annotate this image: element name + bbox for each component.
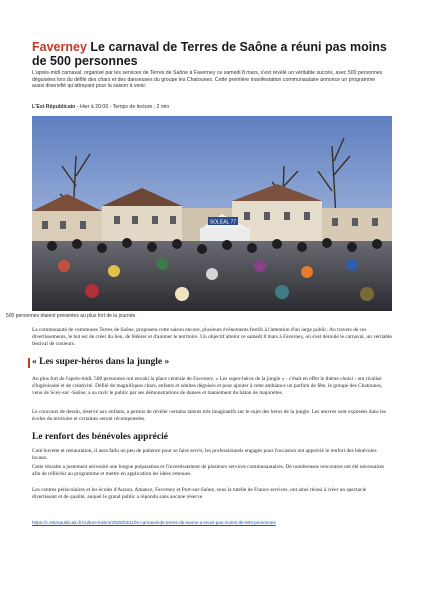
subheading-super-heros: « Les super-héros dans la jungle » [32,357,170,367]
carnival-photo [32,116,392,311]
byline-meta: - Hier à 20:00 - Temps de lecture : 2 min [75,104,170,110]
photo-caption: 500 personnes étaient présentes au plus fort de la journée. [6,313,137,319]
headline-title: Le carnaval de Terres de Saône a réuni pas moins de 500 personnes [32,40,387,68]
headline-location: Faverney [32,40,87,54]
paragraph-1: La communauté de communes Terres de Saône, proposera cette saison encore, plusieurs événements festifs à l'attention d'un large public. Au travers de ces divertissements, le but est de créer du lien, de fédérer et d'animer le territoire. Un objectif atteint ce samedi 8 mars à Faverney, où s'est déroulé le carnaval, un véritable festival de couleurs. [32,327,392,347]
article-intro: L'après-midi carnaval, organisé par les services de Terres de Saône à Faverney ce samedi 8 mars, s'est révélé un véritable succès, avec 500 personnes déguisées lors du défilé des chars et des danseuses du groupe les Chatounes. Cette première manifestation communautaire annonce un programme aussi diversifié qu'attrayant pour la saison à venir. [32,70,383,90]
paragraph-2: Au plus fort de l'après-midi, 500 personnes ont envahi la place centrale de Faverney. « Les super-héros de la jungle » - c'était en effet le thème choisi - ont rivalisé d'ingéniosité et de créativité. Défilé de magnifiques chars, enfants et adultes déguisés et pour ajouter à cette ambiance un parfum de fête, le groupe des Chatounes, venu de Scey-sur -Saône, a su ravir le public par ses démonstrations de danses et maniement du bâton de majorettes. [32,376,383,396]
paragraph-3: Le concours de dessin, réservé aux enfants, a permis de révéler certains talents très imaginatifs sur le sujet des héros de la jungle. Les œuvres sont exposées dans les écoles du territoire et certaines seront récompensées. [32,409,387,422]
article-url-link[interactable]: https://c.estrepublicain.fr/culture-loisirs/2025/03/11/le-carnaval-de-terres-de-saone-a-reuni-pas-moins-de-500-personnes [32,520,276,525]
byline-source: L'Est Républicain [32,104,76,110]
paragraph-6: Les centres périscolaires et les écoles d'Auxon, Amance, Faverney et Port-sur-Saône, sous la tutelle de France services, ont ainsi réussi à créer un spectacle divertissant et de qualité, auquel le grand public a répondu sans aucune réserve. [32,487,367,500]
paragraph-5: Cette réussite a justement nécessité une longue préparation et l'investissement de plusieurs services communautaires. De nombreuses rencontres ont été nécessaires afin de réfléchir au programme et mettre en application les idées retenues. [32,464,385,477]
paragraph-4: Coté buvette et restauration, il aura fallu un peu de patience pour se faire servir, les professionnels engagés pour l'occasion ont apprécié le renfort des bénévoles locaux. [32,448,377,461]
article-headline [32,40,392,68]
subheading-benevoles: Le renfort des bénévoles apprécié [32,432,168,442]
tent-sign: SOLEAL 77 [209,219,237,226]
article-byline [32,104,169,110]
